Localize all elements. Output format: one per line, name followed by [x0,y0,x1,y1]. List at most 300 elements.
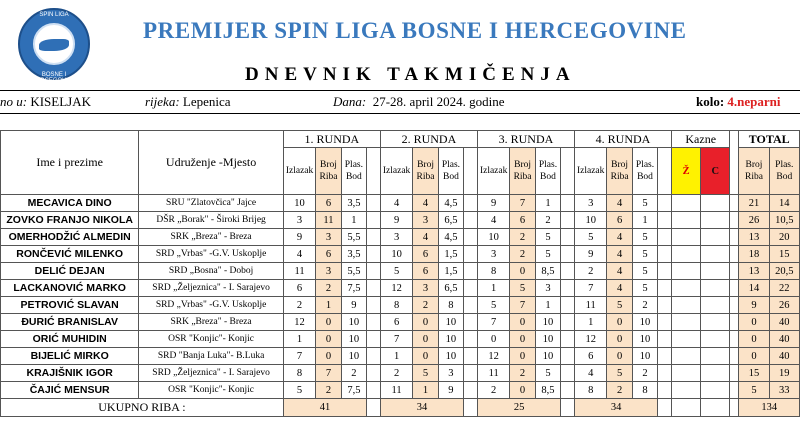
league-logo [18,8,90,84]
total-broj-cell: 14 [739,280,769,297]
penalty-c-cell [701,399,730,417]
penalty-c-cell [701,348,730,365]
broj-riba-cell: 6 [510,212,535,229]
broj-riba-cell: 0 [413,348,438,365]
competitor-name: ČAJIĆ MENSUR [1,382,139,399]
spacer-cell [561,382,575,399]
spacer-cell [658,229,672,246]
broj-riba-cell: 1 [413,382,438,399]
penalty-z-cell [672,399,701,417]
plas-bod-cell: 3,5 [341,195,366,212]
izlazak-cell: 11 [574,297,606,314]
competitor-name: LACKANOVIĆ MARKO [1,280,139,297]
col-name-header: Ime i prezime [1,131,139,195]
plas-bod-cell: 10 [535,348,560,365]
penalty-z-header: Ž [672,148,701,195]
broj-riba-cell: 2 [607,382,632,399]
spacer-cell [561,314,575,331]
spacer-cell [367,246,381,263]
table-row [1,331,800,348]
broj-riba-cell: 6 [413,263,438,280]
spacer-cell [464,331,478,348]
broj-riba-cell: 0 [316,348,341,365]
plas-bod-cell: 1,5 [438,246,463,263]
broj-riba-cell: 0 [510,314,535,331]
competitor-club: SRD "Banja Luka"- B.Luka [139,348,284,365]
broj-riba-cell: 2 [316,382,341,399]
col-club-header: Udruženje -Mjesto [139,131,284,195]
plas-bod-cell: 10 [632,331,657,348]
sub-broj: Broj [417,160,434,170]
total-plas-cell: 14 [769,195,799,212]
sub-izlazak: Izlazak [574,148,606,195]
total-plas-bod [769,148,799,195]
izlazak-cell: 11 [380,382,412,399]
penalty-c-cell [701,314,730,331]
total-broj: Broj [745,160,763,170]
sub-riba: Riba [513,172,532,182]
competitor-name: OMERHODŽIĆ ALMEDIN [1,229,139,246]
spacer-cell [730,314,739,331]
sub-plas-bod [535,148,560,195]
logo-text-top: SPIN LIGA [39,12,69,18]
total-broj-cell: 13 [739,263,769,280]
izlazak-cell: 8 [574,382,606,399]
spacer-cell [367,331,381,348]
penalty-c-cell [701,297,730,314]
penalty-c-cell [701,280,730,297]
broj-riba-cell: 4 [607,246,632,263]
table-row [1,365,800,382]
plas-bod-cell: 10 [341,314,366,331]
izlazak-cell: 2 [380,365,412,382]
spacer-cell [658,212,672,229]
total-broj-cell: 26 [739,212,769,229]
izlazak-cell: 1 [283,331,315,348]
total-plas-cell: 40 [769,314,799,331]
izlazak-cell: 9 [477,195,509,212]
plas-bod-cell: 1 [632,212,657,229]
izlazak-cell: 7 [477,314,509,331]
spacer-cell [658,195,672,212]
plas-bod-cell: 5 [632,280,657,297]
logo-text-bottom: BOSNE I HERCEGOVINE [31,72,77,84]
izlazak-cell: 1 [380,348,412,365]
broj-riba-cell: 3 [316,263,341,280]
spacer-cell [658,331,672,348]
penalty-c-cell [701,212,730,229]
plas-bod-cell: 10 [438,314,463,331]
plas-bod-cell: 5 [535,365,560,382]
plas-bod-cell: 10 [535,331,560,348]
plas-bod-cell: 3 [438,365,463,382]
penalty-c-cell [701,382,730,399]
broj-riba-cell: 6 [316,195,341,212]
competitor-name: DELIĆ DEJAN [1,263,139,280]
broj-riba-cell: 0 [510,263,535,280]
competitor-name: ĐURIĆ BRANISLAV [1,314,139,331]
spacer-cell [561,297,575,314]
total-plas-cell: 40 [769,331,799,348]
total-plas-cell: 20 [769,229,799,246]
plas-bod-cell: 10 [341,331,366,348]
izlazak-cell: 7 [380,331,412,348]
grand-total: 134 [739,399,800,417]
plas-bod-cell: 10 [438,331,463,348]
spacer-cell [464,297,478,314]
river-value: Lepenica [182,94,231,109]
results-table [0,130,800,417]
round-3-header: 3. RUNDA [477,131,574,148]
plas-bod-cell: 1 [535,195,560,212]
broj-riba-cell: 4 [607,229,632,246]
spacer-cell [730,399,739,417]
plas-bod-cell: 7,5 [341,280,366,297]
competitor-name: MECAVICA DINO [1,195,139,212]
total-plas-cell: 26 [769,297,799,314]
broj-riba-cell: 0 [510,331,535,348]
sub-plas: Plas. [538,160,558,170]
spacer-cell [367,195,381,212]
date-info [333,94,505,110]
competitor-name: ZOVKO FRANJO NIKOLA [1,212,139,229]
spacer-cell [367,280,381,297]
spacer-cell [730,365,739,382]
sub-plas-bod [438,148,463,195]
izlazak-cell: 1 [574,314,606,331]
broj-riba-cell: 3 [413,280,438,297]
spacer-cell [730,229,739,246]
plas-bod-cell: 4,5 [438,229,463,246]
sub-izlazak: Izlazak [283,148,315,195]
total-broj-riba [739,148,769,195]
spacer-cell [730,348,739,365]
spacer-cell [367,263,381,280]
table-row [1,314,800,331]
plas-bod-cell: 3 [535,280,560,297]
sub-broj-riba [607,148,632,195]
broj-riba-cell: 6 [316,246,341,263]
broj-riba-cell: 3 [413,212,438,229]
broj-riba-cell: 2 [316,280,341,297]
spacer-cell [730,331,739,348]
spacer-cell [367,365,381,382]
izlazak-cell: 3 [477,246,509,263]
izlazak-cell: 12 [380,280,412,297]
penalty-z-cell [672,348,701,365]
total-broj-cell: 13 [739,229,769,246]
plas-bod-cell: 5,5 [341,263,366,280]
plas-bod-cell: 8 [438,297,463,314]
izlazak-cell: 3 [283,212,315,229]
broj-riba-cell: 3 [316,229,341,246]
penalty-c-cell [701,246,730,263]
spacer-cell [658,348,672,365]
fish-icon [39,39,69,51]
spacer-cell [730,263,739,280]
sub-plas: Plas. [344,160,363,170]
broj-riba-cell: 2 [510,246,535,263]
total-broj-cell: 21 [739,195,769,212]
date-value: 27-28. april 2024. godine [372,94,505,109]
spacer-cell [367,212,381,229]
broj-riba-cell: 2 [510,365,535,382]
broj-riba-cell: 4 [607,280,632,297]
total-plas: Plas. [775,160,794,170]
izlazak-cell: 5 [574,229,606,246]
penalty-c-cell [701,331,730,348]
table-row [1,263,800,280]
sub-plas-bod [341,148,366,195]
sub-spacer [561,148,575,195]
table-row [1,297,800,314]
round-number: 4. [727,94,738,109]
plas-bod-cell: 2 [632,365,657,382]
spacer-cell [464,314,478,331]
sub-plas-bod [632,148,657,195]
broj-riba-cell: 0 [607,348,632,365]
broj-riba-cell: 4 [607,195,632,212]
table-row [1,229,800,246]
izlazak-cell: 4 [283,246,315,263]
izlazak-cell: 9 [574,246,606,263]
broj-riba-cell: 5 [510,280,535,297]
competitor-club: DŠR „Borak" - Široki Brijeg [139,212,284,229]
round-sum: 25 [477,399,560,417]
plas-bod-cell: 10 [341,348,366,365]
spacer-cell [730,131,739,195]
place-info [0,94,91,110]
izlazak-cell: 4 [477,212,509,229]
page-subtitle: DNEVNIK TAKMIČENJA [245,64,576,85]
broj-riba-cell: 1 [316,297,341,314]
penalty-z-cell [672,212,701,229]
izlazak-cell: 9 [283,229,315,246]
spacer-cell [561,229,575,246]
sub-riba: Riba [416,172,435,182]
penalty-c-cell [701,365,730,382]
spacer-cell [561,365,575,382]
izlazak-cell: 4 [574,365,606,382]
table-row [1,195,800,212]
izlazak-cell: 9 [380,212,412,229]
penalty-z-cell [672,195,701,212]
total-plas-cell: 33 [769,382,799,399]
spacer-cell [464,229,478,246]
competitor-club: OSR "Konjic"- Konjic [139,382,284,399]
plas-bod-cell: 8,5 [535,263,560,280]
sub-plas: Plas. [441,160,461,170]
total-broj-cell: 0 [739,331,769,348]
sub-broj-riba [316,148,341,195]
spacer-cell [658,280,672,297]
izlazak-cell: 6 [380,314,412,331]
penalty-c-cell [701,263,730,280]
plas-bod-cell: 1 [535,297,560,314]
plas-bod-cell: 8 [632,382,657,399]
place-label: no u: [0,94,28,109]
plas-bod-cell: 3,5 [341,246,366,263]
spacer-cell [658,246,672,263]
broj-riba-cell: 0 [510,348,535,365]
sub-izlazak: Izlazak [380,148,412,195]
spacer-cell [464,195,478,212]
date-label: Dana: [333,94,367,109]
izlazak-cell: 8 [380,297,412,314]
spacer-cell [730,212,739,229]
round-label: kolo: [696,94,725,109]
plas-bod-cell: 2 [341,365,366,382]
spacer-cell [658,314,672,331]
sub-riba: Riba [319,172,338,182]
spacer-cell [658,365,672,382]
sub-izlazak: Izlazak [477,148,509,195]
river-info [145,94,231,110]
competitor-club: OSR "Konjic"- Konjic [139,331,284,348]
izlazak-cell: 10 [283,195,315,212]
broj-riba-cell: 7 [316,365,341,382]
sub-spacer [658,148,672,195]
spacer-cell [561,212,575,229]
spacer-cell [730,297,739,314]
table-row [1,246,800,263]
total-broj-cell: 9 [739,297,769,314]
table-row [1,280,800,297]
broj-riba-cell: 0 [510,382,535,399]
izlazak-cell: 7 [283,348,315,365]
plas-bod-cell: 1 [341,212,366,229]
competitor-club: SRD „Bosna" - Doboj [139,263,284,280]
izlazak-cell: 2 [283,297,315,314]
izlazak-cell: 4 [380,195,412,212]
sub-broj: Broj [514,160,531,170]
broj-riba-cell: 2 [510,229,535,246]
broj-riba-cell: 6 [607,212,632,229]
round-2-header: 2. RUNDA [380,131,477,148]
plas-bod-cell: 5 [535,246,560,263]
plas-bod-cell: 1,5 [438,263,463,280]
izlazak-cell: 2 [477,382,509,399]
spacer-cell [561,280,575,297]
sub-spacer [464,148,478,195]
total-plas-cell: 15 [769,246,799,263]
spacer-cell [464,348,478,365]
izlazak-cell: 12 [574,331,606,348]
total-plas-cell: 20,5 [769,263,799,280]
plas-bod-cell: 10 [535,314,560,331]
izlazak-cell: 3 [380,229,412,246]
spacer-cell [658,382,672,399]
spacer-cell [367,348,381,365]
river-label: rijeka: [145,94,180,109]
broj-riba-cell: 6 [413,246,438,263]
izlazak-cell: 10 [477,229,509,246]
spacer-cell [658,399,672,417]
plas-bod-cell: 10 [438,348,463,365]
penalty-z-cell [672,229,701,246]
plas-bod-cell: 9 [438,382,463,399]
table-row [1,348,800,365]
spacer-cell [464,399,478,417]
spacer-cell [561,195,575,212]
plas-bod-cell: 10 [632,348,657,365]
izlazak-cell: 6 [574,348,606,365]
broj-riba-cell: 5 [607,365,632,382]
table-row [1,212,800,229]
izlazak-cell: 3 [574,195,606,212]
spacer-cell [561,399,575,417]
penalty-z-cell [672,246,701,263]
plas-bod-cell: 5 [632,195,657,212]
round-info [696,94,781,110]
broj-riba-cell: 4 [413,229,438,246]
broj-riba-cell: 0 [316,331,341,348]
broj-riba-cell: 2 [413,297,438,314]
plas-bod-cell: 5 [632,246,657,263]
competitor-name: RONČEVIĆ MILENKO [1,246,139,263]
spacer-cell [367,229,381,246]
round-sum: 41 [283,399,366,417]
spacer-cell [367,314,381,331]
broj-riba-cell: 7 [510,297,535,314]
sum-label: UKUPNO RIBA : [1,399,284,417]
penalty-c-cell [701,195,730,212]
competitor-name: BIJELIĆ MIRKO [1,348,139,365]
competitor-name: ORIĆ MUHIDIN [1,331,139,348]
round-type: neparni [737,94,781,109]
penalty-c-header: C [701,148,730,195]
penalty-z-cell [672,365,701,382]
competitor-club: SRK „Breza" - Breza [139,229,284,246]
plas-bod-cell: 5 [535,229,560,246]
plas-bod-cell: 2 [535,212,560,229]
plas-bod-cell: 6,5 [438,212,463,229]
total-broj-cell: 18 [739,246,769,263]
total-broj-cell: 5 [739,382,769,399]
penalties-header: Kazne [672,131,730,148]
sub-bod: Bod [540,172,556,182]
plas-bod-cell: 10 [632,314,657,331]
competitor-club: SRD „Željeznica" - I. Sarajevo [139,365,284,382]
broj-riba-cell: 11 [316,212,341,229]
total-plas-cell: 22 [769,280,799,297]
total-header: TOTAL [739,131,800,148]
spacer-cell [658,263,672,280]
izlazak-cell: 12 [283,314,315,331]
sub-broj: Broj [611,160,629,170]
competitor-club: SRD „Željeznica" - I. Sarajevo [139,280,284,297]
spacer-cell [730,382,739,399]
broj-riba-cell: 0 [413,331,438,348]
broj-riba-cell: 0 [607,314,632,331]
competitor-name: PETROVIĆ SLAVAN [1,297,139,314]
broj-riba-cell: 4 [413,195,438,212]
spacer-cell [561,263,575,280]
broj-riba-cell: 5 [607,297,632,314]
spacer-cell [367,297,381,314]
izlazak-cell: 11 [283,263,315,280]
competitor-club: SRD „Vrbas" -G.V. Uskoplje [139,246,284,263]
header-row-rounds [1,131,800,148]
plas-bod-cell: 2 [632,297,657,314]
spacer-cell [464,263,478,280]
place-value: KISELJAK [30,94,92,109]
spacer-cell [367,382,381,399]
spacer-cell [730,280,739,297]
spacer-cell [730,246,739,263]
total-plas-cell: 19 [769,365,799,382]
total-bod: Bod [776,172,793,182]
